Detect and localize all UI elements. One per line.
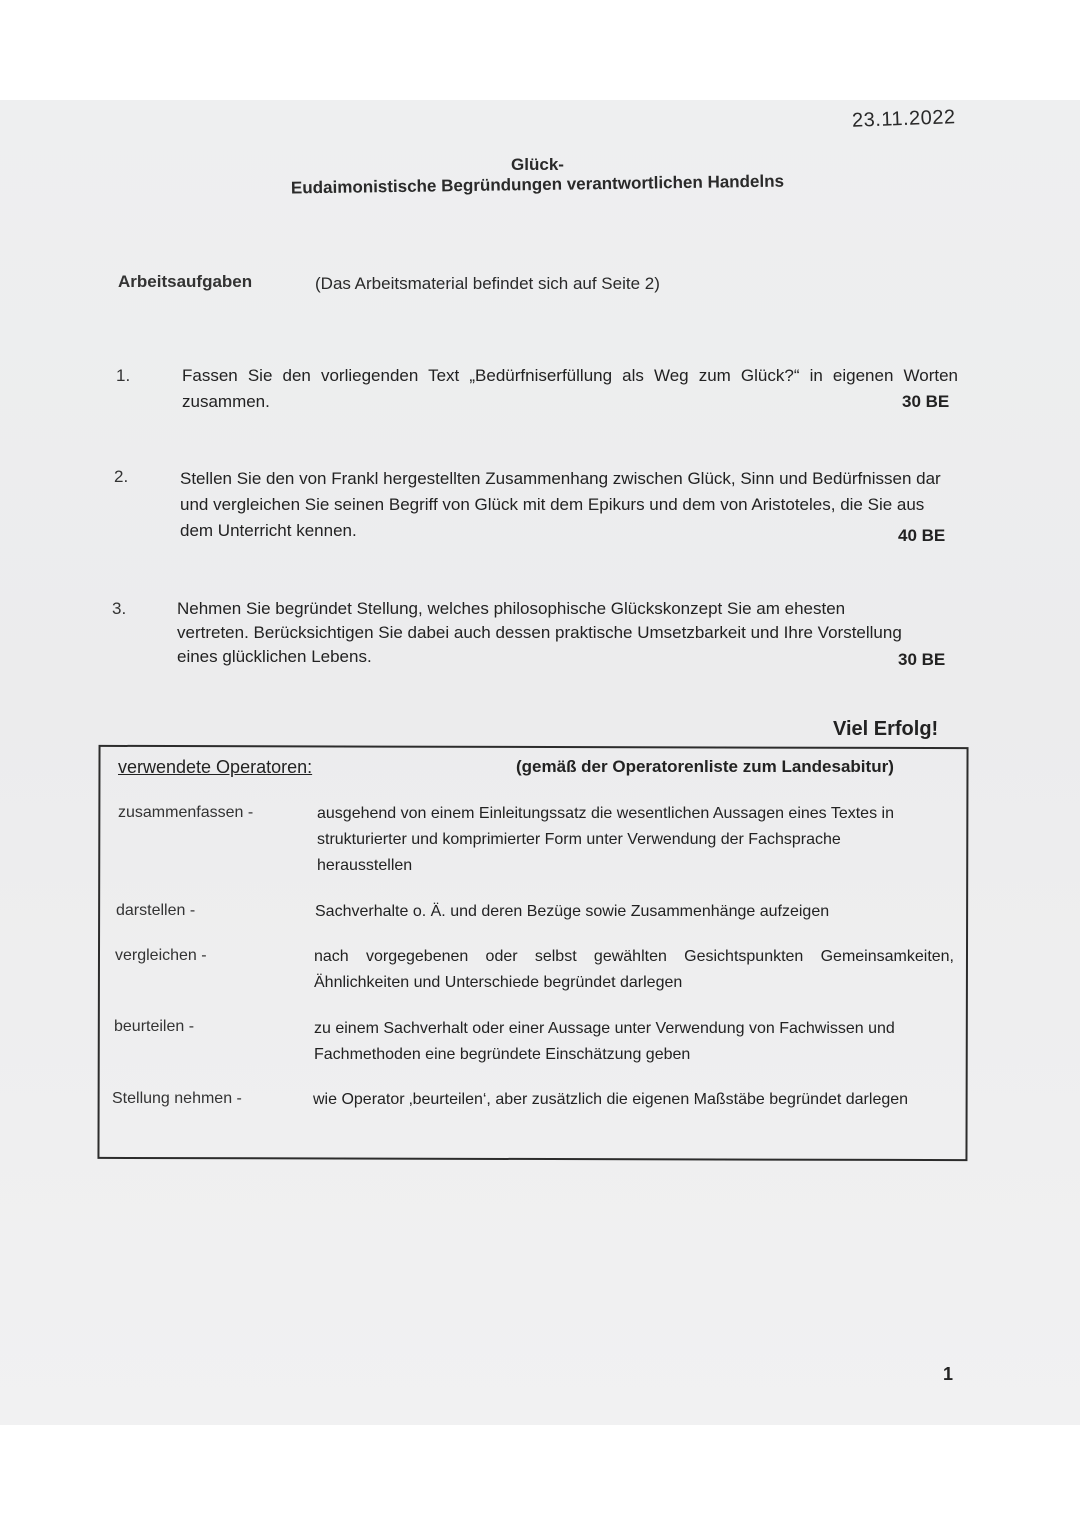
- task-1-points: 30 BE: [902, 392, 950, 411]
- task-3-text: Nehmen Sie begründet Stellung, welches philosophische Glückskonzept Sie am ehesten vertreten. Berücksichtigen Sie dabei auch dessen praktische Umsetzbarkeit und Ihre Vorstellung eines glücklichen Lebens.: [177, 599, 902, 666]
- operator-def-stellung-nehmen: wie Operator ‚beurteilen‘, aber zusätzlich die eigenen Maßstäbe begründet darlegen: [313, 1091, 909, 1108]
- operator-def-beurteilen: zu einem Sachverhalt oder einer Aussage unter Verwendung von Fachwissen und Fachmethoden eine begründete Einschätzung geben: [314, 1020, 895, 1063]
- operator-term-darstellen: darstellen -: [116, 902, 196, 919]
- task-2-number: 2.: [114, 467, 129, 486]
- document-date: 23.11.2022: [851, 106, 956, 132]
- tasks-note: (Das Arbeitsmaterial befindet sich auf Seite 2): [315, 274, 660, 293]
- tasks-heading: Arbeitsaufgaben: [118, 272, 253, 291]
- task-3-number: 3.: [112, 599, 127, 618]
- closing-text: Viel Erfolg!: [833, 718, 939, 740]
- operator-def-darstellen: Sachverhalte o. Ä. und deren Bezüge sowie Zusammenhänge aufzeigen: [315, 903, 830, 920]
- operator-term-beurteilen: beurteilen -: [114, 1018, 195, 1035]
- task-1-text: Fassen Sie den vorliegenden Text „Bedürfniserfüllung als Weg zum Glück?“ in eigenen Worten zusammen.: [182, 366, 958, 411]
- title-line-2: Eudaimonistische Begründungen verantwortlichen Handelns: [290, 171, 785, 198]
- task-2-text: Stellen Sie den von Frankl hergestellten Zusammenhang zwischen Glück, Sinn und Bedürfnissen dar und vergleichen Sie seinen Begriff von Glück mit dem Epikurs und dem von Aristoteles, die Sie aus dem Unterricht kennen.: [180, 469, 941, 540]
- operator-def-zusammenfassen: ausgehend von einem Einleitungssatz die wesentlichen Aussagen eines Textes in strukturierter und komprimierter Form unter Verwendung der Fachsprache herausstellen: [317, 805, 894, 874]
- page-number: 1: [943, 1364, 954, 1384]
- task-1-number: 1.: [116, 366, 131, 385]
- operators-heading: verwendete Operatoren:: [118, 757, 313, 777]
- operator-term-stellung-nehmen: Stellung nehmen -: [112, 1090, 242, 1107]
- operator-term-zusammenfassen: zusammenfassen -: [118, 804, 254, 821]
- operator-def-vergleichen: nach vorgegebenen oder selbst gewählten Gesichtspunkten Gemeinsamkeiten, Ähnlichkeiten und Unterschiede begründet darlegen: [314, 948, 954, 991]
- task-3-points: 30 BE: [898, 650, 946, 669]
- operator-term-vergleichen: vergleichen -: [115, 947, 207, 964]
- operators-note: (gemäß der Operatorenliste zum Landesabitur): [516, 757, 894, 776]
- title-line-1: Glück-: [511, 155, 564, 174]
- task-2-points: 40 BE: [898, 526, 946, 545]
